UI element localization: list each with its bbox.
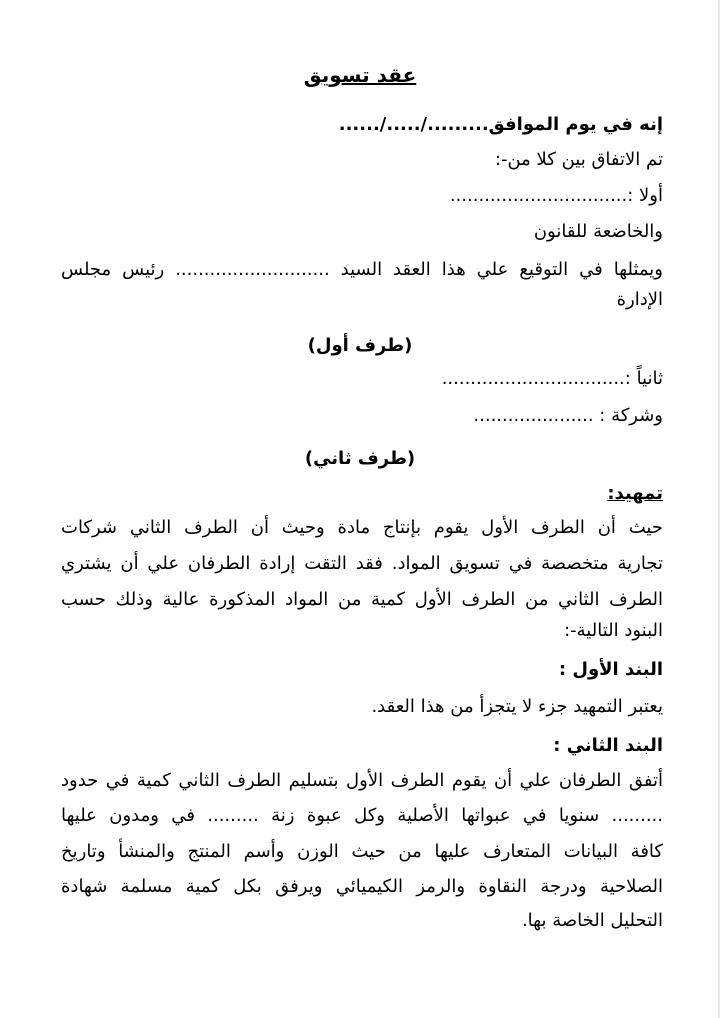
contract-title: عقد تسويق	[303, 63, 417, 87]
date-line: إنه في يوم الموافق........./...../......	[338, 114, 663, 135]
preamble-line: الطرف الثاني من الطرف الأول كمية من المواد المذكورة عالية وذلك حسب	[61, 589, 663, 610]
clause-two-line: كافة البيانات المتعارف عليها من حيث الوزن وأسم المنتج والمنشأ وتاريخ	[61, 841, 663, 862]
preamble-last-line: البنود التالية-:	[564, 620, 663, 641]
represented-by-line: ويمثلها في التوقيع علي هذا العقد السيد ........................... رئيس مجلس	[61, 259, 663, 280]
first-party-tag: (طرف أول)	[307, 335, 413, 356]
preamble-line: تجارية متخصصة في تسويق المواد. فقد التقت إرادة الطرفان علي أن يشتري	[61, 553, 663, 574]
preamble-line: حيث أن الطرف الأول يقوم بإنتاج مادة وحيث أن الطرف الثاني شركات	[61, 517, 663, 538]
law-subject-line: والخاضعة للقانون	[533, 221, 663, 242]
agreement-intro: تم الاتفاق بين كلا من-:	[494, 149, 663, 170]
clause-two-line: أتفق الطرفان علي أن يقوم الطرف الأول بتسليم الطرف الثاني كمية في حدود	[61, 770, 663, 791]
second-party-label: ثانياً :................................	[441, 368, 663, 389]
first-party-label: أولا :...............................	[449, 185, 663, 206]
clause-two-line: ......... سنويا في عبواتها الأصلية وكل عبوة زنة ......... في ومدون عليها	[61, 805, 663, 826]
company-line: وشركة : .....................	[473, 405, 663, 426]
clause-two-last-line: التحليل الخاصة بها.	[521, 910, 663, 931]
preamble-heading: تمهيد:	[607, 483, 663, 504]
clause-one-heading: البند الأول :	[558, 659, 663, 680]
second-party-tag: (طرف ثاني)	[304, 448, 416, 469]
clause-two-heading: البند الثاني :	[553, 735, 663, 756]
clause-one-text: يعتبر التمهيد جزء لا يتجزأ من هذا العقد.	[371, 696, 663, 717]
clause-two-line: الصلاحية ودرجة النقاوة والرمز الكيميائي ويرفق بكل كمية مسلمة شهادة	[61, 876, 663, 897]
represented-by-continuation: الإدارة	[616, 289, 663, 310]
